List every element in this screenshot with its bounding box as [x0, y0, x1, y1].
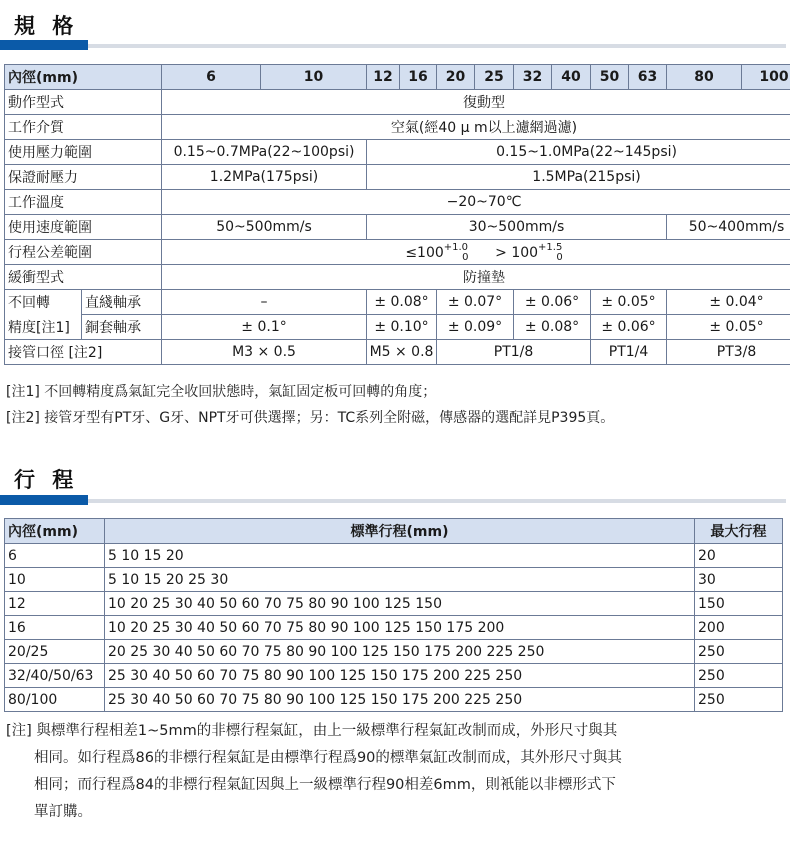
table-row: 12 10 20 25 30 40 50 60 70 75 80 90 100 125 150 150 [5, 592, 783, 616]
bore-10: 10 [261, 65, 367, 90]
spec-header-row [5, 65, 790, 90]
bore-12: 12 [367, 65, 400, 90]
nonrotation-bushing-row: 精度[注1] 銅套軸承 ± 0.1° ± 0.10° ± 0.09° ± 0.08° ± 0.06° ± 0.05° [5, 315, 790, 340]
stroke-note-line-4: 單訂購。 [34, 804, 92, 820]
spec-note-2: [注2] 接管牙型有PT牙、G牙、NPT牙可供選擇；另：TC系列全附磁，傳感器的選配詳見P395頁。 [6, 410, 615, 426]
spec-note-1: [注1] 不回轉精度爲氣缸完全收回狀態時，氣缸固定板可回轉的角度； [6, 384, 437, 400]
stroke-tolerance-row: 行程公差範圍 $\le 100^{+1.0}_0$ > $100^{+1.5}_0$ [5, 240, 790, 265]
stroke-note-line-3: 相同；而行程爲84的非標行程氣缸因與上一級標準行程90相差6mm，則衹能以非標形式下 [34, 777, 616, 793]
bore-50: 50 [591, 65, 629, 90]
stroke-section-bar [0, 495, 790, 505]
table-row: 32/40/50/63 25 30 40 50 60 70 75 80 90 100 125 150 175 200 225 250 250 [5, 664, 783, 688]
table-row: 80/100 25 30 40 50 60 70 75 80 90 100 125 150 175 200 225 250 250 [5, 688, 783, 712]
table-row: 20/25 20 25 30 40 50 60 70 75 80 90 100 125 150 175 200 225 250 250 [5, 640, 783, 664]
action-type-row: 動作型式 復動型 [5, 90, 790, 115]
port-row: 接管口徑 [注2] M3 × 0.5 M5 × 0.8 PT1/8 PT1/4 PT3/8 [5, 340, 790, 365]
nonrotation-linear-row: 不回轉 直綫軸承 – ± 0.08° ± 0.07° ± 0.06° ± 0.05° ± 0.04° [5, 290, 790, 315]
bore-80: 80 [667, 65, 742, 90]
cushion-row: 緩衝型式 防撞墊 [5, 265, 790, 290]
stroke-header-row: 內徑(mm) 標準行程(mm) 最大行程 [5, 519, 783, 544]
spec-table [4, 64, 790, 365]
bore-25: 25 [475, 65, 514, 90]
table-row: 16 10 20 25 30 40 50 60 70 75 80 90 100 125 150 175 200 200 [5, 616, 783, 640]
stroke-note-line-2: 相同。如行程爲86的非標行程氣缸是由標準行程爲90的標準氣缸改制而成，其外形尺寸與其 [34, 750, 622, 766]
bore-40: 40 [552, 65, 591, 90]
stroke-tolerance-value: $\le 100^{+1.0}_0$ > $100^{+1.5}_0$ [162, 240, 790, 265]
bore-6: 6 [162, 65, 261, 90]
bore-100: 100 [742, 65, 790, 90]
pressure-row: 使用壓力範圍 0.15~0.7MPa(22~100psi) 0.15~1.0MPa(22~145psi) [5, 140, 790, 165]
bore-63: 63 [629, 65, 667, 90]
bore-32: 32 [514, 65, 552, 90]
stroke-note-line-1: [注] 與標準行程相差1~5mm的非標行程氣缸，由上一級標準行程氣缸改制而成，外形尺寸與其 [6, 723, 618, 739]
bore-16: 16 [400, 65, 437, 90]
proof-pressure-row: 保證耐壓力 1.2MPa(175psi) 1.5MPa(215psi) [5, 165, 790, 190]
table-row: 6 5 10 15 20 20 [5, 544, 783, 568]
table-row: 10 5 10 15 20 25 30 30 [5, 568, 783, 592]
stroke-section-title: 行 程 [14, 468, 79, 492]
specs-section-title: 規 格 [14, 14, 79, 38]
bore-20: 20 [437, 65, 475, 90]
nonrotation-label-line2: 精度[注1] [5, 315, 82, 340]
nonrotation-label-line1: 不回轉 [5, 290, 82, 315]
medium-row: 工作介質 空氣(經40 μ m以上濾網過濾) [5, 115, 790, 140]
temperature-row: 工作溫度 −20~70℃ [5, 190, 790, 215]
specs-section-bar [0, 40, 790, 50]
stroke-table [4, 518, 783, 712]
stroke-note [6, 718, 786, 826]
bore-header: 內徑(mm) [5, 65, 162, 90]
speed-row: 使用速度範圍 50~500mm/s 30~500mm/s 50~400mm/s [5, 215, 790, 240]
